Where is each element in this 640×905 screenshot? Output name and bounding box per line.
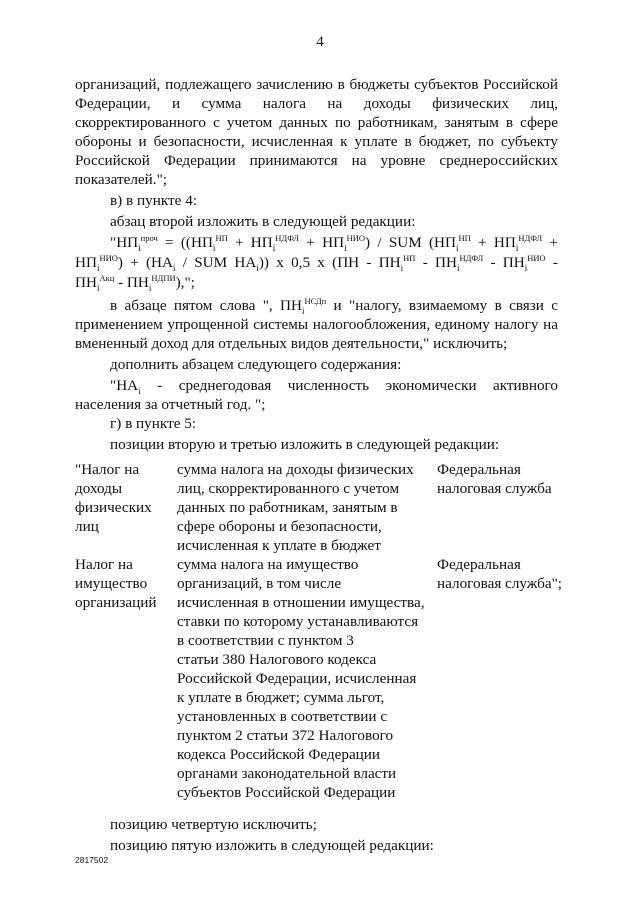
formula-line-3: $ПН_i^{Акц} - ПН_i^{НДПИ}$),";: [75, 273, 195, 294]
table-cell-tax: организаций: [75, 594, 157, 611]
formula-line-2: $НП_i^{НИО}) + (НА_i$ / SUM $НА_i$)) x 0,5 x ($ПН - ПН_i^{НП} - ПН_i^{НДФЛ} - ПН_i^{НИО}$ -: [75, 253, 558, 274]
table-cell-desc: сфере обороны и безопасности,: [177, 518, 382, 535]
text-line: в абзаце пятом слова ", $ПН_i^{НСДп}$ и "налогу, взимаемому в связи с: [110, 296, 558, 317]
table-cell-desc: статьи 380 Налогового кодекса: [177, 651, 377, 668]
text-line: абзац второй изложить в следующей редакции:: [110, 213, 416, 230]
table-cell-admin: Федеральная: [437, 556, 521, 573]
table-cell-desc: организаций, в том числе: [177, 575, 342, 592]
text-line: Российской Федерации принимаются на уровне среднероссийских: [75, 152, 558, 169]
text-line: показателей.";: [75, 171, 167, 188]
table-cell-desc: органами законодательной власти: [177, 765, 397, 782]
table-cell-tax: "Налог на: [75, 461, 140, 478]
text-line: позиции вторую и третью изложить в следующей редакции:: [110, 436, 500, 453]
page-number: 4: [316, 34, 324, 50]
formula-line-1: "$НП_i^{проч} = ((НП_i^{НП} + НП_i^{НДФЛ} + НП_i^{НИО})$ / SUM ($НП_i^{НП} + НП_i^{НДФЛ}$ +: [110, 233, 558, 254]
table-cell-desc: данных по работникам, занятым в: [177, 499, 398, 516]
table-cell-desc: к уплате в бюджет; сумма льгот,: [177, 689, 385, 706]
text-line: населения за отчетный год. ";: [75, 396, 266, 413]
table-cell-tax: физических: [75, 499, 152, 516]
table-cell-desc: сумма налога на имущество: [177, 556, 359, 573]
text-line: "$НА_i$ - среднегодовая численность экономически активного: [110, 377, 558, 397]
table-cell-tax: доходы: [75, 480, 123, 497]
table-cell-tax: лиц: [75, 518, 99, 535]
table-cell-desc: кодекса Российской Федерации: [177, 746, 381, 763]
text-line: дополнить абзацем следующего содержания:: [110, 356, 402, 373]
text-line: обороны и безопасности, исчисленная к уплате в бюджет, по субъекту: [75, 133, 558, 150]
text-line: скорректированного с учетом данных по работникам, занятым в сфере: [75, 114, 558, 131]
table-cell-desc: ставки по которому устанавливаются: [177, 613, 419, 630]
document-code: 2817502: [75, 855, 109, 865]
table-cell-desc: установленных в соответствии с: [177, 708, 388, 725]
text-line: в) в пункте 4:: [110, 192, 198, 209]
text-line: организаций, подлежащего зачислению в бюджеты субъектов Российской: [75, 76, 558, 93]
table-cell-desc: исчисленная в отношении имущества,: [177, 594, 425, 611]
text-line: позицию четвертую исключить;: [110, 816, 317, 833]
text-line: г) в пункте 5:: [110, 415, 197, 432]
text-line: позицию пятую изложить в следующей редакции:: [110, 837, 434, 854]
table-cell-desc: Российской Федерации, исчисленная: [177, 670, 417, 687]
text-line: Федерации, и сумма налога на доходы физических лиц,: [75, 95, 558, 112]
table-cell-desc: субъектов Российской Федерации: [177, 784, 396, 801]
table-cell-tax: Налог на: [75, 556, 133, 573]
table-cell-admin: налоговая служба";: [437, 575, 563, 592]
table-cell-tax: имущество: [75, 575, 148, 592]
text-line: применением упрощенной системы налогообложения, единому налогу на: [75, 316, 558, 333]
table-cell-desc: сумма налога на доходы физических: [177, 461, 414, 478]
table-cell-desc: в соответствии с пунктом 3: [177, 632, 354, 649]
table-cell-desc: лиц, скорректированного с учетом: [177, 480, 400, 497]
table-cell-desc: пунктом 2 статьи 372 Налогового: [177, 727, 394, 744]
table-cell-admin: налоговая служба: [437, 480, 552, 497]
table-cell-desc: исчисленная к уплате в бюджет: [177, 537, 381, 554]
table-cell-admin: Федеральная: [437, 461, 521, 478]
text-line: вмененный доход для отдельных видов деятельности," исключить;: [75, 335, 508, 352]
